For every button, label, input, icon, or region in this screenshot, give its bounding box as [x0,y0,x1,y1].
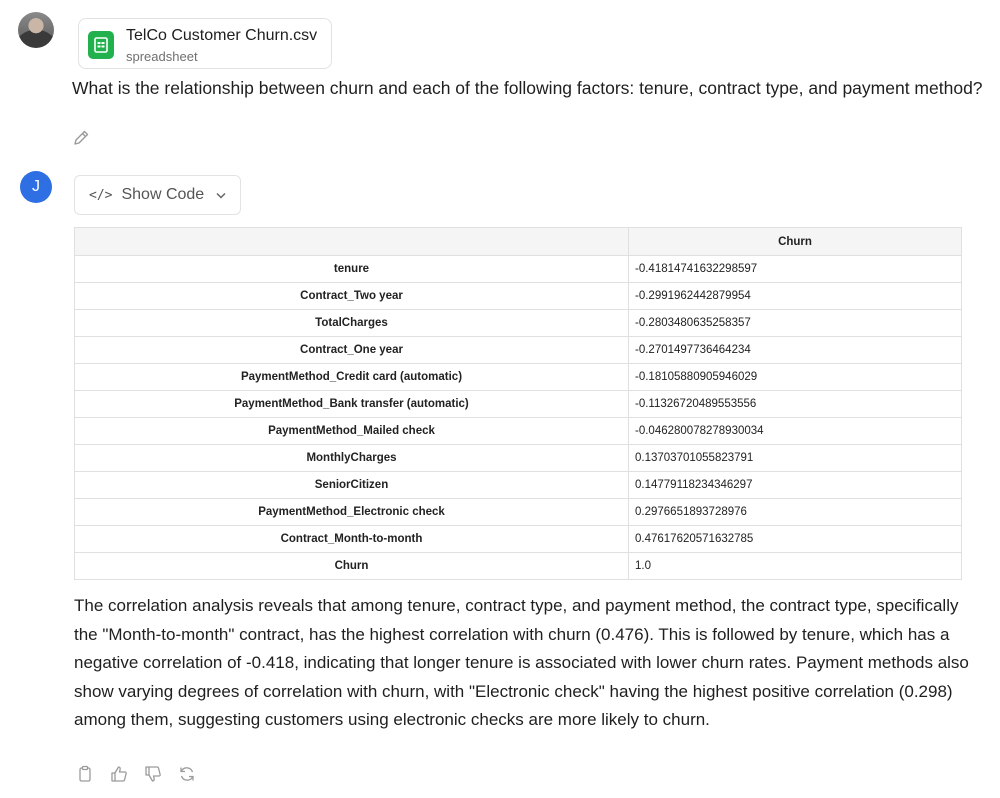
thumbs-down-icon[interactable] [144,765,162,783]
row-value: -0.046280078278930034 [629,418,962,445]
row-label: Contract_Two year [75,283,629,310]
row-value: 0.14779118234346297 [629,472,962,499]
row-label: PaymentMethod_Bank transfer (automatic) [75,391,629,418]
row-label: SeniorCitizen [75,472,629,499]
row-label: PaymentMethod_Mailed check [75,418,629,445]
row-value: -0.11326720489553556 [629,391,962,418]
row-value: -0.2701497736464234 [629,337,962,364]
file-type: spreadsheet [126,49,198,64]
assistant-answer: The correlation analysis reveals that among tenure, contract type, and payment method, the contract type, specifically the "Month-to-month" contract, has the highest correlation with churn (0.476). This is followed by tenure, which has a negative correlation of -0.418, indicating that longer tenure is associated with lower churn rates. Payment methods also show varying degrees of correlation with churn, with "Electronic check" having the highest positive correlation (0.298) among them, suggesting customers using electronic checks are more likely to churn. [74,596,969,729]
show-code-label: Show Code [121,186,205,203]
edit-icon[interactable] [72,129,90,147]
correlation-table [74,227,962,580]
file-attachment[interactable] [78,18,332,69]
row-value: -0.18105880905946029 [629,364,962,391]
row-label: PaymentMethod_Credit card (automatic) [75,364,629,391]
table-row [75,364,962,391]
assistant-avatar: J [20,171,52,203]
table-row [75,445,962,472]
row-label: MonthlyCharges [75,445,629,472]
table-row [75,337,962,364]
row-value: 1.0 [629,553,962,580]
table-row [75,391,962,418]
spreadsheet-icon [88,31,114,59]
user-question: What is the relationship between churn and each of the following factors: tenure, contract type, and payment method? [72,78,983,98]
row-value: -0.41814741632298597 [629,256,962,283]
regenerate-icon[interactable] [178,765,196,783]
row-label: tenure [75,256,629,283]
chevron-down-icon [216,192,226,199]
row-label: Churn [75,553,629,580]
table-row [75,499,962,526]
table-header-row [75,228,962,256]
show-code-button[interactable] [74,175,241,215]
table-row [75,310,962,337]
row-value: 0.47617620571632785 [629,526,962,553]
table-header-churn: Churn [629,228,962,256]
row-value: 0.2976651893728976 [629,499,962,526]
row-label: Contract_Month-to-month [75,526,629,553]
row-label: PaymentMethod_Electronic check [75,499,629,526]
table-header-index [75,228,629,256]
row-label: TotalCharges [75,310,629,337]
code-icon: </> [89,187,113,203]
table-row [75,472,962,499]
row-value: -0.2991962442879954 [629,283,962,310]
table-row [75,553,962,580]
table-row [75,526,962,553]
thumbs-up-icon[interactable] [110,765,128,783]
table-row [75,256,962,283]
table-row [75,418,962,445]
copy-icon[interactable] [76,765,94,783]
row-value: -0.2803480635258357 [629,310,962,337]
file-name: TelCo Customer Churn.csv [126,27,318,44]
user-avatar [18,12,54,48]
table-row [75,283,962,310]
row-label: Contract_One year [75,337,629,364]
message-actions [76,765,196,783]
row-value: 0.13703701055823791 [629,445,962,472]
